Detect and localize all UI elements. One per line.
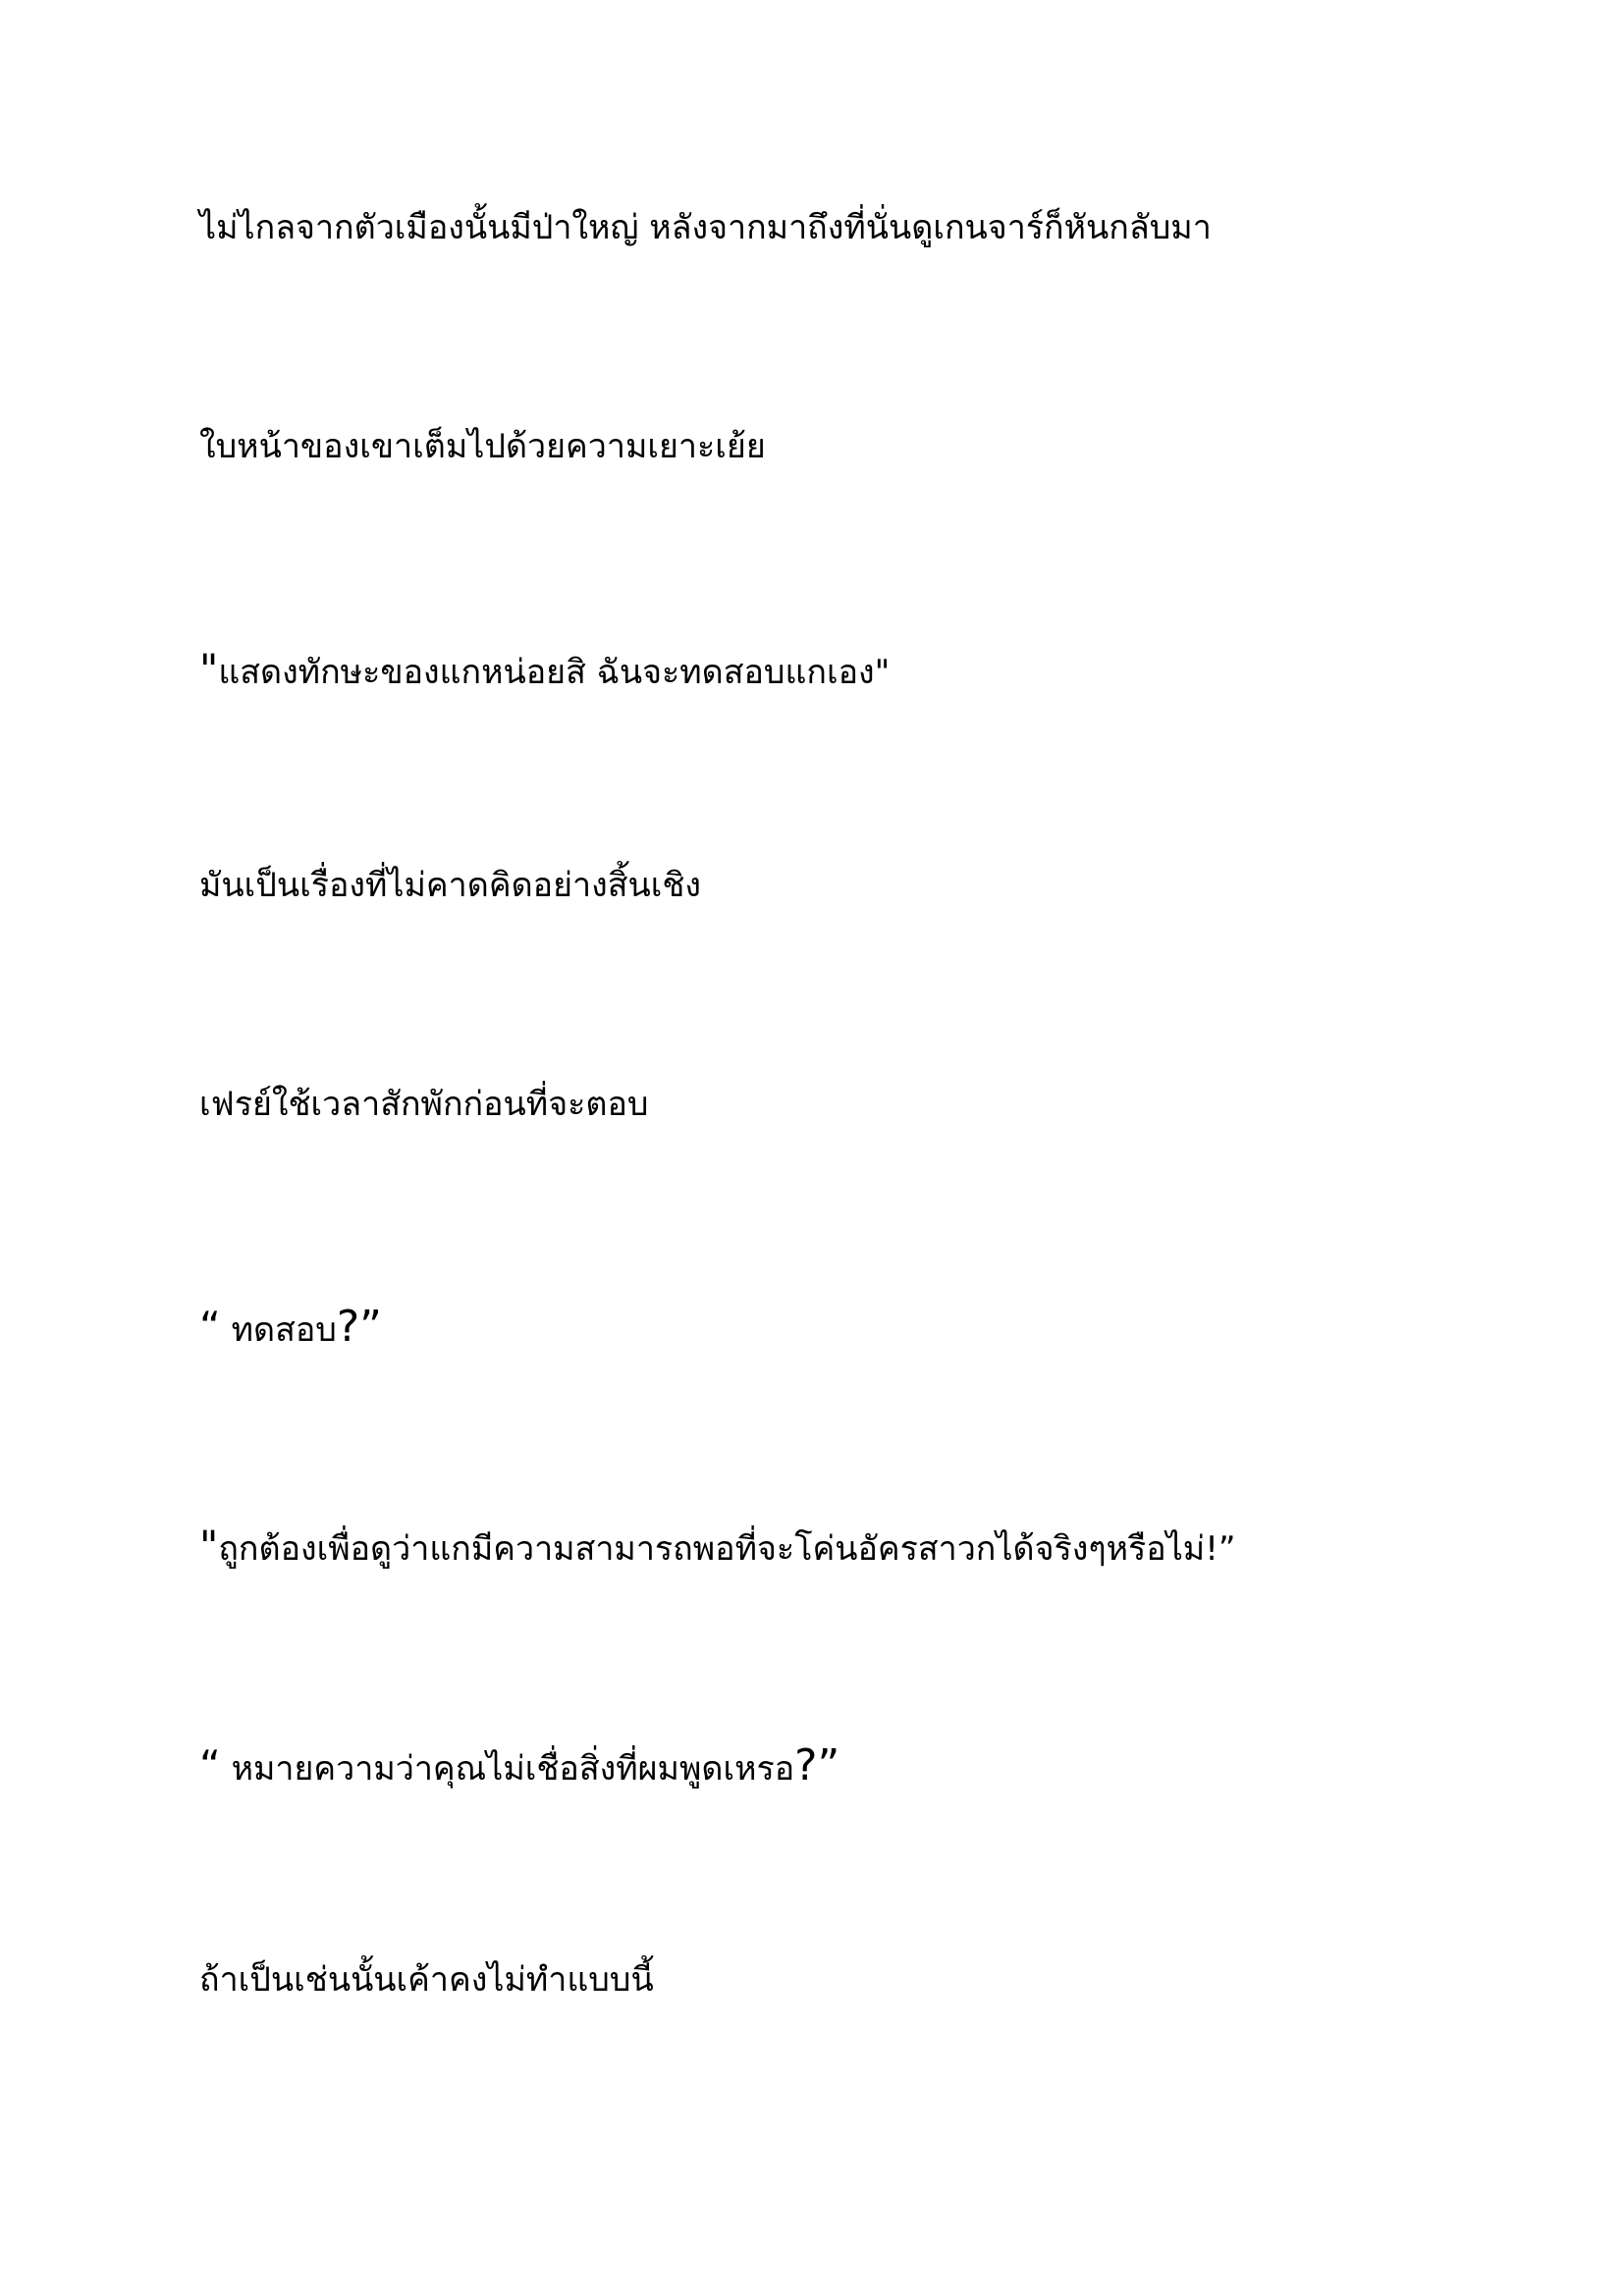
paragraph-7 <box>199 1520 1235 1574</box>
paragraph-6-text: ทดสอบ <box>220 1310 337 1350</box>
paragraph-3-open-quote: " <box>199 645 219 693</box>
paragraph-3-text: แสดงทักษะของแกหน่อยสิ ฉันจะทดสอบแกเอง" <box>218 653 891 692</box>
paragraph-6 <box>199 1299 382 1355</box>
paragraph-5-text: เฟรย์ใช้เวลาสักพักก่อนที่จะตอบ <box>199 1085 649 1124</box>
paragraph-1 <box>199 206 1212 249</box>
paragraph-8-close-quote: ?” <box>794 1740 840 1790</box>
paragraph-4 <box>199 864 701 907</box>
paragraph-3 <box>199 643 890 697</box>
paragraph-6-open-quote: “ <box>199 1303 221 1351</box>
paragraph-2-text: ใบหน้าของเขาเต็มไปด้วยความเยาะเย้ย <box>199 427 766 466</box>
paragraph-5 <box>199 1083 648 1126</box>
paragraph-8-text: หมายความว่าคุณไม่เชื่อสิ่งที่ผมพูดเหรอ <box>220 1749 795 1789</box>
paragraph-7-open-quote: " <box>199 1522 219 1570</box>
paragraph-6-close-quote: ?” <box>336 1302 382 1352</box>
paragraph-4-text: มันเป็นเรื่องที่ไม่คาดคิดอย่างสิ้นเชิง <box>199 866 701 905</box>
paragraph-9-text: ถ้าเป็นเช่นนั้นเค้าคงไม่ทำแบบนี้ <box>199 1960 654 2000</box>
paragraph-1-text: ไม่ไกลจากตัวเมืองนั้นมีป่าใหญ่ หลังจากมาถึงที่นั่นดูเกนจาร์ก็หันกลับมา <box>199 208 1212 247</box>
paragraph-9 <box>199 1958 654 2002</box>
paragraph-2 <box>199 425 766 468</box>
paragraph-8 <box>199 1737 839 1793</box>
paragraph-7-text: ถูกต้องเพื่อดูว่าแกมีความสามารถพอที่จะโค่นอัครสาวกได้จริงๆหรือไม่!” <box>218 1529 1236 1569</box>
paragraph-8-open-quote: “ <box>199 1741 221 1789</box>
